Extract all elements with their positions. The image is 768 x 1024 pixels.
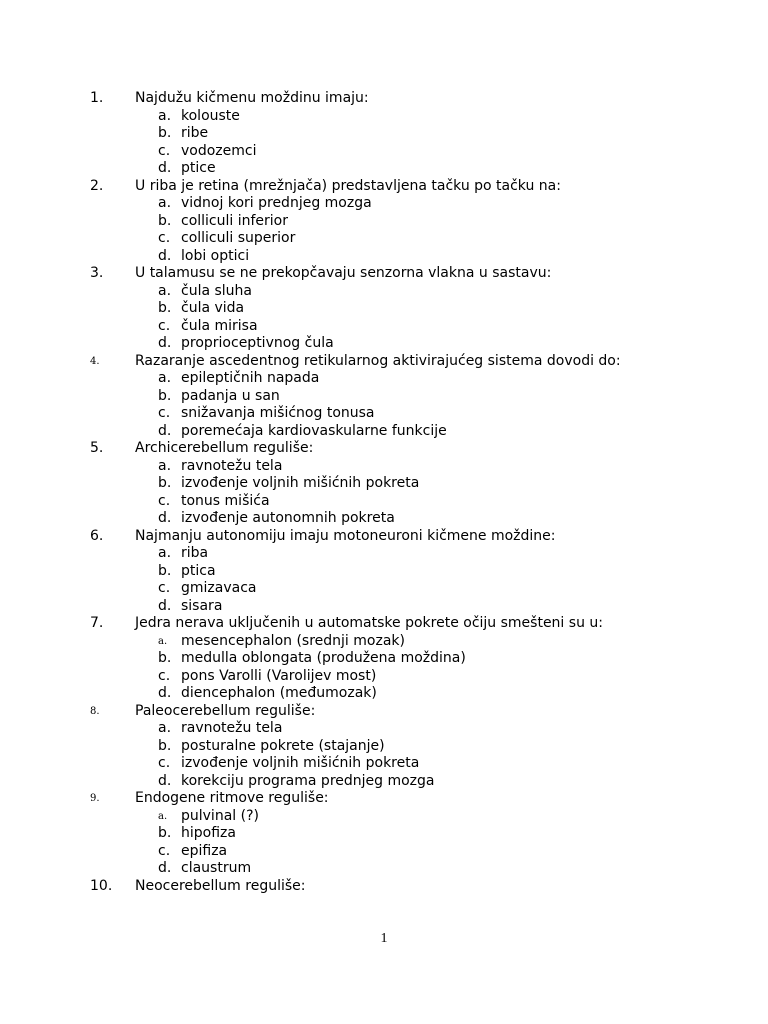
answer-option — [0, 388, 768, 406]
question-1 — [0, 90, 768, 108]
option-text: posturalne pokrete (stajanje) — [181, 737, 385, 754]
answer-option — [0, 825, 768, 843]
question-text: Paleocerebellum reguliše: — [135, 702, 316, 719]
option-letter: d. — [158, 247, 172, 264]
question-text: Najmanju autonomiju imaju motoneuroni kičmene moždine: — [135, 527, 556, 544]
option-letter: b. — [158, 562, 172, 579]
question-list — [0, 90, 768, 895]
option-text: čula vida — [181, 300, 245, 316]
answer-option — [0, 108, 768, 126]
option-letter: a. — [158, 282, 172, 299]
option-letter: b. — [158, 825, 172, 841]
option-text: kolouste — [181, 107, 240, 124]
option-text: riba — [181, 545, 209, 561]
question-6 — [0, 528, 768, 546]
option-letter: b. — [158, 387, 172, 404]
option-text: izvođenje voljnih mišićnih pokreta — [181, 475, 420, 491]
option-text: čula sluha — [181, 282, 252, 299]
option-letter: a. — [158, 370, 172, 386]
answer-option — [0, 755, 768, 773]
option-letter: c. — [158, 580, 171, 596]
question-number: 7. — [90, 615, 104, 631]
question-3 — [0, 265, 768, 283]
answer-option — [0, 213, 768, 231]
question-text: Najdužu kičmenu moždinu imaju: — [135, 90, 369, 106]
option-letter: d. — [158, 772, 172, 789]
answer-option — [0, 195, 768, 213]
option-letter: c. — [158, 317, 171, 334]
option-text: epifiza — [181, 842, 228, 859]
option-text: colliculi inferior — [181, 212, 289, 229]
option-text: izvođenje autonomnih pokreta — [181, 510, 395, 526]
option-text: ravnotežu tela — [181, 720, 283, 736]
answer-option — [0, 405, 768, 423]
question-10 — [0, 878, 768, 896]
answer-option — [0, 808, 768, 826]
option-text: ravnotežu tela — [181, 457, 283, 474]
option-text: sisara — [181, 597, 223, 614]
option-text: tonus mišića — [181, 492, 270, 509]
option-letter: b. — [158, 300, 172, 316]
question-2 — [0, 178, 768, 196]
question-5 — [0, 440, 768, 458]
option-text: proprioceptivnog čula — [181, 335, 334, 351]
answer-option — [0, 143, 768, 161]
question-number: 9. — [90, 793, 100, 804]
question-8 — [0, 703, 768, 721]
answer-option — [0, 843, 768, 861]
option-text: korekciju programa prednjeg mozga — [181, 772, 435, 789]
answer-option — [0, 493, 768, 511]
option-letter: d. — [158, 160, 172, 176]
question-number: 6. — [90, 527, 104, 544]
option-letter: d. — [158, 510, 172, 526]
answer-option — [0, 650, 768, 668]
option-letter: b. — [158, 737, 172, 754]
option-text: poremećaja kardiovaskularne funkcije — [181, 422, 447, 439]
answer-option — [0, 685, 768, 703]
option-text: diencephalon (međumozak) — [181, 685, 377, 701]
option-letter: d. — [158, 860, 172, 876]
question-number: 3. — [90, 265, 104, 281]
option-text: claustrum — [181, 860, 252, 876]
answer-option — [0, 510, 768, 528]
option-text: ribe — [181, 125, 209, 141]
option-letter: b. — [158, 475, 172, 491]
question-text: Endogene ritmove reguliše: — [135, 790, 329, 806]
option-text: epileptičnih napada — [181, 370, 320, 386]
answer-option — [0, 738, 768, 756]
option-letter: a. — [158, 107, 172, 124]
option-text: vodozemci — [181, 142, 257, 159]
option-letter: c. — [158, 667, 171, 684]
option-letter: c. — [158, 142, 171, 159]
question-number: 1. — [90, 90, 104, 106]
page-number: 1 — [380, 931, 388, 946]
option-text: gmizavaca — [181, 580, 257, 596]
answer-option — [0, 230, 768, 248]
question-number: 5. — [90, 440, 104, 456]
option-letter: c. — [158, 755, 171, 771]
answer-option — [0, 248, 768, 266]
option-letter: c. — [158, 230, 171, 246]
answer-option — [0, 300, 768, 318]
question-number: 10. — [90, 877, 113, 894]
answer-option — [0, 475, 768, 493]
option-text: pons Varolli (Varolijev most) — [181, 667, 377, 684]
answer-option — [0, 668, 768, 686]
answer-option — [0, 423, 768, 441]
answer-option — [0, 335, 768, 353]
option-text: mesencephalon (srednji mozak) — [181, 632, 405, 649]
option-letter: d. — [158, 597, 172, 614]
option-letter: d. — [158, 335, 172, 351]
answer-option — [0, 580, 768, 598]
question-9 — [0, 790, 768, 808]
option-letter: d. — [158, 422, 172, 439]
answer-option — [0, 283, 768, 301]
option-letter: c. — [158, 842, 171, 859]
question-4 — [0, 353, 768, 371]
answer-option — [0, 860, 768, 878]
option-text: snižavanja mišićnog tonusa — [181, 405, 375, 421]
answer-option — [0, 545, 768, 563]
option-letter: a. — [158, 545, 172, 561]
question-number: 2. — [90, 177, 104, 194]
answer-option — [0, 773, 768, 791]
question-text: Razaranje ascedentnog retikularnog aktivirajućeg sistema dovodi do: — [135, 352, 621, 369]
option-text: vidnoj kori prednjeg mozga — [181, 195, 372, 211]
question-text: Jedra nerava uključenih u automatske pokrete očiju smešteni su u: — [135, 615, 603, 631]
answer-option — [0, 633, 768, 651]
option-letter: b. — [158, 125, 172, 141]
answer-option — [0, 563, 768, 581]
answer-option — [0, 720, 768, 738]
option-letter: b. — [158, 650, 172, 666]
option-text: pulvinal (?) — [181, 807, 259, 824]
option-letter: a. — [158, 635, 168, 647]
option-letter: a. — [158, 457, 172, 474]
answer-option — [0, 318, 768, 336]
answer-option — [0, 125, 768, 143]
option-text: padanja u san — [181, 387, 280, 404]
option-letter: a. — [158, 195, 172, 211]
option-text: ptice — [181, 160, 216, 176]
option-letter: a. — [158, 720, 172, 736]
option-letter: b. — [158, 212, 172, 229]
option-letter: c. — [158, 492, 171, 509]
option-text: colliculi superior — [181, 230, 296, 246]
option-text: lobi optici — [181, 247, 250, 264]
question-number: 8. — [90, 705, 100, 717]
option-letter: a. — [158, 810, 168, 822]
question-7 — [0, 615, 768, 633]
answer-option — [0, 370, 768, 388]
option-text: čula mirisa — [181, 317, 258, 334]
option-letter: d. — [158, 685, 172, 701]
option-letter: c. — [158, 405, 171, 421]
option-text: hipofiza — [181, 825, 236, 841]
question-text: U riba je retina (mrežnjača) predstavljena tačku po tačku na: — [135, 177, 561, 194]
question-text: Archicerebellum reguliše: — [135, 440, 314, 456]
option-text: izvođenje voljnih mišićnih pokreta — [181, 755, 420, 771]
answer-option — [0, 598, 768, 616]
question-text: U talamusu se ne prekopčavaju senzorna vlakna u sastavu: — [135, 265, 552, 281]
option-text: medulla oblongata (produžena moždina) — [181, 650, 466, 666]
answer-option — [0, 458, 768, 476]
answer-option — [0, 160, 768, 178]
question-text: Neocerebellum reguliše: — [135, 877, 306, 894]
question-number: 4. — [90, 355, 100, 367]
option-text: ptica — [181, 562, 216, 579]
